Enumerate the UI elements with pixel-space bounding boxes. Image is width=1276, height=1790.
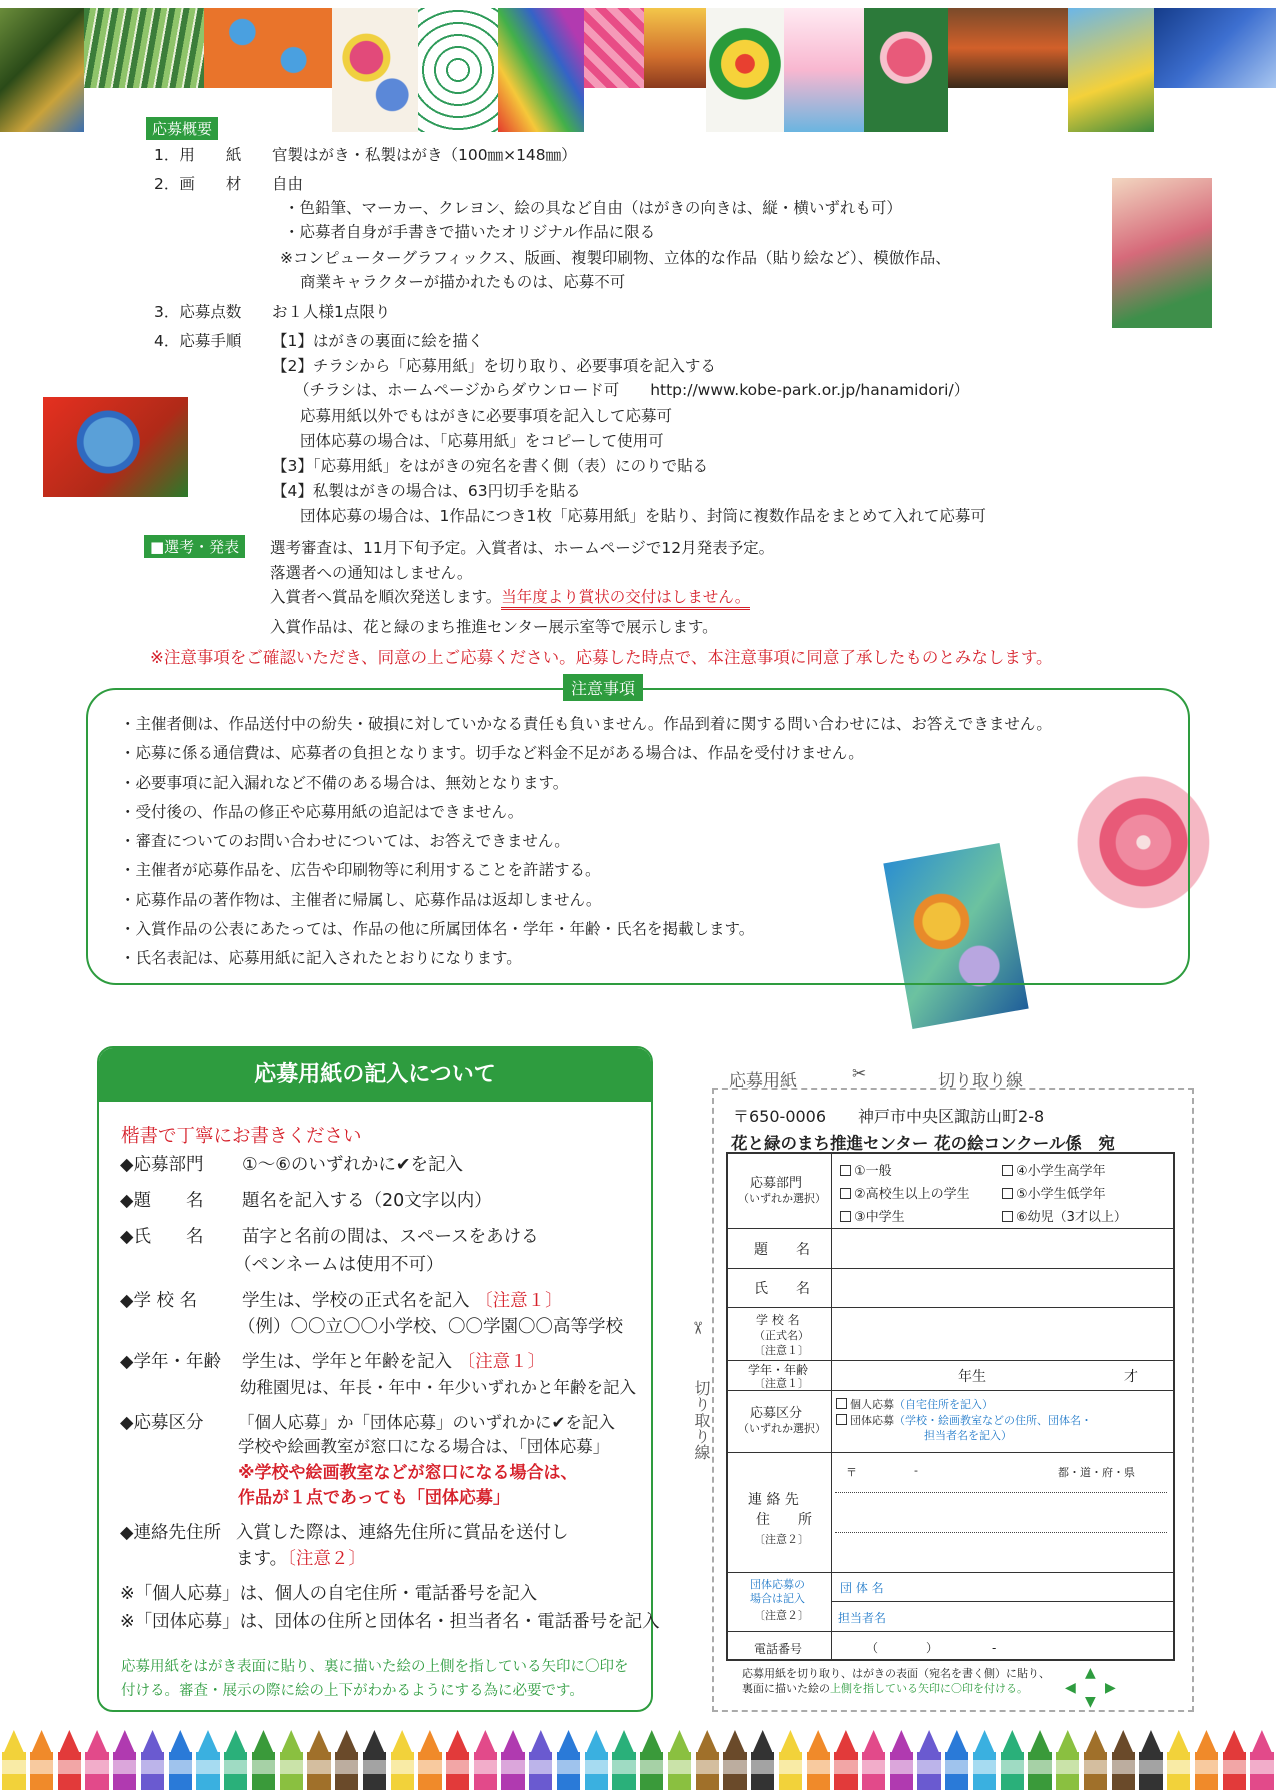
form-footer: [742, 1680, 1028, 1696]
group-name-field[interactable]: [908, 1573, 1173, 1600]
notice-item: ・主催者が応募作品を、広告や印刷物等に利用することを許諾する。: [120, 861, 601, 880]
artwork-flowers-girl: [1112, 178, 1212, 328]
overview-item-label: 1．用 紙: [154, 146, 242, 164]
notice-item: ・受付後の、作品の修正や応募用紙の追記はできません。: [120, 802, 524, 821]
guide-label: ◆氏 名: [120, 1227, 204, 1247]
artwork-thumbnail: [498, 8, 584, 132]
selection-line: 入賞作品は、花と緑のまち推進センター展示室等で展示します。: [270, 618, 718, 636]
crayon: [471, 1730, 499, 1790]
group-name-label: 団 体 名: [840, 1581, 884, 1595]
guide-warning: 作品が１点であっても「団体応募」: [238, 1488, 510, 1508]
crayon: [832, 1730, 860, 1790]
guide-group-note: ※「団体応募」は、団体の住所と団体名・担当者名・電話番号を記入: [120, 1612, 660, 1632]
crayon: [1109, 1730, 1137, 1790]
cut-line-label: 切り取り線: [938, 1071, 1023, 1091]
guide-text: 題名を記入する（20文字以内）: [242, 1191, 492, 1211]
crayon: [1054, 1730, 1082, 1790]
category-group[interactable]: [836, 1412, 1092, 1428]
dept-option[interactable]: [1002, 1160, 1106, 1179]
guide-text: 「個人応募」か「団体応募」のいずれかに✔を記入: [238, 1413, 615, 1432]
artwork-thumbnail: [644, 8, 706, 88]
crayon: [194, 1730, 222, 1790]
note1: 〔注意１〕: [457, 1352, 546, 1372]
crayon: [250, 1730, 278, 1790]
crayon: [1137, 1730, 1165, 1790]
crayon: [804, 1730, 832, 1790]
form-table: [726, 1152, 1175, 1661]
form-footer-text: 裏面に描いた絵の: [742, 1682, 830, 1695]
procedure-line: 【3】「応募用紙」をはがきの宛名を書く側（表）にのりで貼る: [272, 457, 709, 475]
category-group-note: （学校・絵画教室などの住所、団体名・: [894, 1414, 1092, 1427]
category-group-note: 担当者名を記入）: [924, 1429, 1012, 1442]
form-label-title: 題 名: [754, 1242, 810, 1258]
postal-mark: 〒: [846, 1466, 857, 1479]
dept-option-label: ④小学生高学年: [1016, 1164, 1106, 1179]
crayon: [166, 1730, 194, 1790]
artwork-thumbnail: [418, 8, 498, 132]
guide-label: ◆学 校 名: [120, 1291, 198, 1311]
grade-unit: 年生: [958, 1369, 986, 1385]
crayon: [582, 1730, 610, 1790]
notice-item: ・審査についてのお問い合わせについては、お答えできません。: [120, 832, 570, 851]
notice-item: ・必要事項に記入漏れなど不備のある場合は、無効となります。: [120, 773, 569, 792]
guide-footer: 応募用紙をはがき表面に貼り、裏に描いた絵の上側を指している矢印に〇印を: [121, 1659, 629, 1675]
artwork-thumbnail: [864, 8, 948, 132]
category-personal[interactable]: [836, 1396, 993, 1412]
guide-text: [242, 1348, 545, 1373]
procedure-line: （チラシは、ホームページからダウンロード可 http://www.kobe-park.or.jp/hanamidori/）: [294, 381, 970, 399]
form-footer: 応募用紙を切り取り、はがきの表面（宛名を書く側）に貼り、: [742, 1667, 1050, 1680]
artwork-thumbnail: [706, 8, 784, 132]
category-personal-note: （自宅住所を記入）: [894, 1398, 993, 1411]
form-label-sub: （いずれか選択）: [738, 1192, 826, 1205]
form-addressee: 花と緑のまち推進センター 花の絵コンクール係 宛: [731, 1134, 1115, 1153]
crayon: [222, 1730, 250, 1790]
form-label-sub: 〔注意１〕: [754, 1377, 809, 1390]
guide-text: ①～⑥のいずれかに✔を記入: [242, 1155, 464, 1175]
selection-line: 選考審査は、11月下旬予定。入賞者は、ホームページで12月発表予定。: [270, 539, 775, 557]
form-label-name: 氏 名: [754, 1281, 810, 1297]
guide-text: 学校や絵画教室が窓口になる場合は、「団体応募」: [238, 1437, 610, 1456]
dept-option[interactable]: [840, 1183, 970, 1202]
guide-text: [242, 1287, 563, 1312]
tel-field[interactable]: [832, 1632, 1173, 1661]
form-footer-highlight: 上側を指している矢印に〇印を付ける。: [830, 1682, 1028, 1695]
procedure-line: 【4】私製はがきの場合は、63円切手を貼る: [272, 482, 581, 500]
form-label-group: 場合は記入: [750, 1592, 805, 1605]
artwork-thumbnail: [332, 8, 418, 132]
dept-option-label: ①一般: [854, 1164, 892, 1179]
dept-option-label: ⑥幼児（3才以上）: [1016, 1210, 1127, 1225]
guide-label: ◆学年・年齢: [120, 1352, 221, 1372]
age-unit: 才: [1124, 1369, 1138, 1385]
crayon: [777, 1730, 805, 1790]
crayon: [139, 1730, 167, 1790]
guide-warning: ※学校や絵画教室などが窓口になる場合は、: [238, 1463, 578, 1483]
form-label-sub: 〔注意１〕: [754, 1344, 809, 1357]
crayon: [416, 1730, 444, 1790]
guide-text-body: 学生は、学年と年齢を記入: [242, 1352, 452, 1372]
selection-line-text: 入賞者へ賞品を順次発送します。: [270, 588, 502, 606]
address-field[interactable]: [832, 1453, 1173, 1571]
checkbox[interactable]: [836, 1414, 847, 1425]
notice-item: ・応募に係る通信費は、応募者の負担となります。切手など料金不足がある場合は、作品を受付けません。: [120, 744, 864, 763]
form-label-sub: 〔注意２〕: [754, 1533, 809, 1546]
guide-text: 苗字と名前の間は、スペースをあける: [242, 1227, 539, 1247]
category-group-label: 団体応募: [850, 1414, 894, 1427]
overview-item-label: 3．応募点数: [154, 303, 242, 321]
guide-text: （例）〇〇立〇〇小学校、〇〇学園〇〇高等学校: [238, 1317, 623, 1337]
school-field[interactable]: [832, 1308, 1173, 1359]
crayon: [860, 1730, 888, 1790]
crayon: [0, 1730, 28, 1790]
notice-list: [120, 710, 1052, 974]
crayon: [28, 1730, 56, 1790]
arrow-left-icon[interactable]: ◀: [1065, 1680, 1076, 1696]
notice-item: ・入賞作品の公表にあたっては、作品の他に所属団体名・学年・年齢・氏名を掲載します。: [120, 920, 755, 939]
form-label-school: 学 校 名: [756, 1313, 800, 1327]
selection-line: [270, 585, 750, 607]
guide-footer: 付ける。審査・展示の際に絵の上下がわかるようにする為に必要です。: [121, 1683, 584, 1699]
material-line: ・色鉛筆、マーカー、クレヨン、絵の具など自由（はがきの向きは、縦・横いずれも可）: [284, 199, 902, 217]
artwork-thumbnail: [784, 8, 864, 132]
guide-personal-note: ※「個人応募」は、個人の自宅住所・電話番号を記入: [120, 1584, 538, 1604]
procedure-line: 応募用紙以外でもはがきに必要事項を記入して応募可: [300, 407, 673, 425]
guide-title: 応募用紙の記入について: [99, 1048, 651, 1102]
crayon: [1026, 1730, 1054, 1790]
crayon: [277, 1730, 305, 1790]
checkbox[interactable]: [1002, 1165, 1013, 1176]
crayon: [55, 1730, 83, 1790]
checkbox[interactable]: [1002, 1188, 1013, 1199]
form-label-grade: 学年・年齢: [748, 1363, 809, 1377]
crayon: [305, 1730, 333, 1790]
form-label-tel: 電話番号: [754, 1642, 803, 1656]
crayon: [998, 1730, 1026, 1790]
crayon: [943, 1730, 971, 1790]
artwork-thumbnail: [1154, 8, 1276, 88]
guide-text-body: 学生は、学校の正式名を記入: [242, 1291, 470, 1311]
scissors-icon: ✂: [852, 1064, 867, 1084]
prefecture-label: 都・道・府・県: [1058, 1466, 1135, 1479]
grade-age-field[interactable]: [832, 1361, 1173, 1389]
crayon: [915, 1730, 943, 1790]
crayon: [888, 1730, 916, 1790]
note1: 〔注意１〕: [475, 1291, 563, 1311]
dept-option-label: ⑤小学生低学年: [1016, 1187, 1106, 1202]
arrow-down-icon[interactable]: ▼: [1085, 1694, 1096, 1710]
crayon: [499, 1730, 527, 1790]
overview-item-text: 自由: [272, 175, 304, 193]
dept-option-label: ③中学生: [854, 1210, 905, 1225]
crayon: [333, 1730, 361, 1790]
artwork-thumbnail: [0, 8, 84, 132]
crayon: [444, 1730, 472, 1790]
side-scissors-icon: ✂: [687, 1320, 708, 1336]
artwork-thumbnail: [84, 8, 204, 88]
guide-text: （ペンネームは使用不可）: [234, 1255, 444, 1275]
crayon: [721, 1730, 749, 1790]
checkbox[interactable]: [1002, 1211, 1013, 1222]
guide-label: ◆題 名: [120, 1191, 204, 1211]
material-line: 商業キャラクターが描かれたものは、応募不可: [300, 273, 626, 291]
overview-item-text: お１人様1点限り: [272, 303, 391, 321]
form-label-group: 団体応募の: [750, 1578, 805, 1591]
form-label-address: 住 所: [756, 1512, 812, 1528]
crayon: [971, 1730, 999, 1790]
postal-dash: -: [914, 1464, 918, 1477]
checkbox[interactable]: [840, 1188, 851, 1199]
artwork-thumbnail: [948, 8, 1068, 88]
form-postal-address: 〒650-0006 神戸市中央区諏訪山町2-8: [733, 1107, 1045, 1126]
crayon: [111, 1730, 139, 1790]
form-label-address: 連 絡 先: [748, 1492, 799, 1508]
checkbox[interactable]: [840, 1211, 851, 1222]
crayon: [638, 1730, 666, 1790]
arrow-right-icon[interactable]: ▶: [1105, 1680, 1116, 1696]
procedure-line: 【2】チラシから「応募用紙」を切り取り、必要事項を記入する: [272, 357, 716, 375]
person-in-charge-label: 担当者名: [838, 1611, 887, 1625]
overview-item-label: 2．画 材: [154, 175, 242, 193]
guide-text-body: ます。: [236, 1549, 288, 1569]
dept-option[interactable]: [840, 1160, 892, 1179]
category-personal-label: 個人応募: [850, 1398, 894, 1411]
crayon: [666, 1730, 694, 1790]
checkbox[interactable]: [836, 1398, 847, 1409]
guide-text: 入賞した際は、連絡先住所に賞品を送付し: [236, 1523, 569, 1543]
guide-text: [236, 1545, 366, 1570]
guide-label: ◆応募区分: [120, 1413, 204, 1433]
crayon: [1082, 1730, 1110, 1790]
artwork-blue-rose: [43, 397, 188, 497]
procedure-line: 団体応募の場合は、1作品につき1枚「応募用紙」を貼り、封筒に複数作品をまとめて入れて応募可: [300, 507, 986, 525]
overview-tag: 応募概要: [146, 117, 218, 140]
material-line: ※コンピューターグラフィックス、版画、複製印刷物、立体的な作品（貼り絵など）、模倣作品、: [280, 249, 951, 267]
crayon: [610, 1730, 638, 1790]
consent-warning: ※注意事項をご確認いただき、同意の上ご応募ください。応募した時点で、本注意事項に同意了承したものとみなします。: [150, 648, 1053, 667]
dept-option[interactable]: [1002, 1206, 1127, 1225]
dept-option-label: ②高校生以上の学生: [854, 1187, 970, 1202]
crayon: [1193, 1730, 1221, 1790]
guide-label: ◆応募部門: [120, 1155, 204, 1175]
title-field[interactable]: [832, 1229, 1173, 1267]
form-label-sub: （いずれか選択）: [738, 1422, 826, 1435]
crayon: [1248, 1730, 1276, 1790]
crayon: [1220, 1730, 1248, 1790]
checkbox[interactable]: [840, 1165, 851, 1176]
notice-item: ・氏名表記は、応募用紙に記入されたとおりになります。: [120, 949, 522, 968]
crayon: [749, 1730, 777, 1790]
selection-tag: ■選考・発表: [144, 535, 245, 558]
procedure-line: 団体応募の場合は、「応募用紙」をコピーして使用可: [300, 432, 664, 450]
crayon-border: [0, 1730, 1276, 1790]
form-label-sub: （正式名）: [754, 1329, 809, 1342]
no-certificate-notice: 当年度より賞状の交付はしません。: [501, 588, 750, 610]
notice-item: ・応募作品の著作物は、主催者に帰属し、応募作品は返却しません。: [120, 890, 602, 909]
crayon: [361, 1730, 389, 1790]
crayon: [1165, 1730, 1193, 1790]
overview-item-text: 【1】はがきの裏面に絵を描く: [272, 332, 484, 350]
tel-format: （ ） -: [866, 1641, 997, 1655]
dept-option[interactable]: [1002, 1183, 1106, 1202]
arrow-up-icon[interactable]: ▲: [1085, 1665, 1096, 1681]
side-cut-line-label: 切り取り線: [692, 1380, 711, 1460]
artwork-thumbnail: [204, 8, 332, 88]
note2: 〔注意２〕: [287, 1549, 366, 1569]
overview-item-label: 4．応募手順: [154, 332, 242, 350]
notice-title: 注意事項: [563, 674, 643, 701]
crayon: [693, 1730, 721, 1790]
guide-subtitle: 楷書で丁寧にお書きください: [121, 1126, 362, 1147]
artwork-thumbnail: [1068, 8, 1154, 132]
name-field[interactable]: [832, 1269, 1173, 1306]
form-label-sub: 〔注意２〕: [754, 1609, 809, 1622]
guide-label: ◆連絡先住所: [120, 1523, 221, 1543]
person-in-charge-field[interactable]: [908, 1602, 1173, 1630]
form-label-dept: 応募部門: [750, 1176, 803, 1191]
overview-item-text: 官製はがき・私製はがき（100㎜×148㎜）: [272, 146, 577, 164]
crayon: [527, 1730, 555, 1790]
material-line: ・応募者自身が手書きで描いたオリジナル作品に限る: [284, 223, 656, 241]
dept-option[interactable]: [840, 1206, 905, 1225]
form-label: 応募用紙: [729, 1071, 797, 1091]
selection-line: 落選者への通知はしません。: [270, 564, 473, 582]
notice-item: ・主催者側は、作品送付中の紛失・破損に対していかなる責任も負いません。作品到着に関する問い合わせには、お答えできません。: [120, 715, 1052, 733]
crayon: [388, 1730, 416, 1790]
form-label-category: 応募区分: [750, 1406, 803, 1421]
guide-text: 幼稚園児は、年長・年中・年少いずれかと年齢を記入: [240, 1378, 636, 1397]
crayon: [555, 1730, 583, 1790]
crayon: [83, 1730, 111, 1790]
